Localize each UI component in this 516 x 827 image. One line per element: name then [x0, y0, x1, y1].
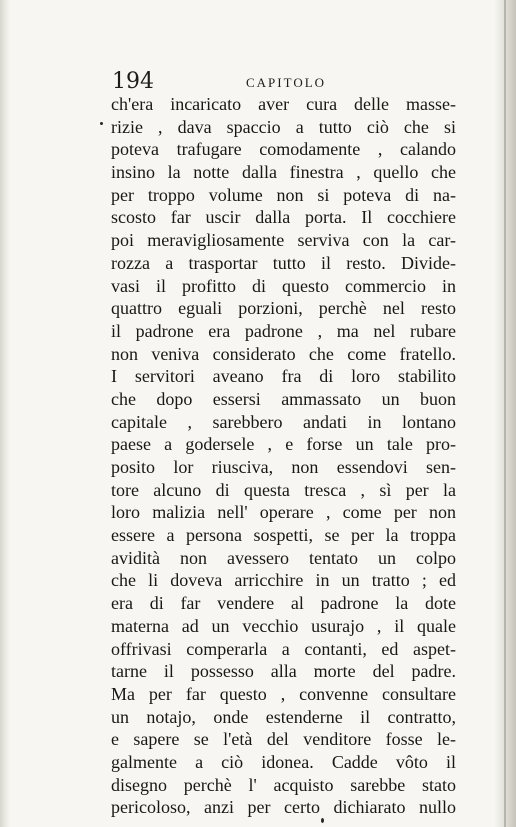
text-line: tarne il possesso alla morte del padre.	[111, 661, 456, 682]
text-line: pericoloso, anzi per certo dichiarato nullo	[111, 797, 456, 818]
text-line: I servitori aveano fra di loro stabilito	[111, 366, 456, 387]
ink-speck	[100, 122, 103, 125]
text-line: un notajo, onde estenderne il contratto,	[111, 706, 456, 727]
text-line: poi meravigliosamente serviva con la car-	[111, 230, 456, 251]
text-line: galmente a ciò idonea. Cadde vôto il	[111, 751, 456, 772]
text-line: tore alcuno di questa tresca , sì per la	[111, 479, 456, 500]
text-line: essere a persona sospetti, se per la troppa	[111, 525, 456, 546]
body-text	[111, 93, 456, 819]
text-line: poteva trafugare comodamente , calando	[111, 139, 456, 160]
text-line: il padrone era padrone , ma nel rubare	[111, 320, 456, 341]
text-line: offrivasi comperarla a contanti, ed aspet-	[111, 638, 456, 659]
running-head: CAPITOLO	[246, 75, 327, 90]
text-line: Ma per far questo , convenne consultare	[111, 683, 456, 704]
text-line: disegno perchè l' acquisto sarebbe stato	[111, 774, 456, 795]
text-line: non veniva considerato che come fratello.	[111, 343, 456, 364]
page-left-edge	[0, 0, 10, 827]
page-header	[112, 70, 452, 94]
text-line: insino la notte dalla finestra , quello che	[111, 162, 456, 183]
text-line: vasi il profitto di questo commercio in	[111, 275, 456, 296]
text-line: per troppo volume non si poteva di na-	[111, 184, 456, 205]
text-line: loro malizia nell' operare , come per non	[111, 502, 456, 523]
text-line: posito lor riusciva, non essendovi sen-	[111, 457, 456, 477]
text-line: che dopo essersi ammassato un buon	[111, 388, 456, 409]
page-number: 194	[112, 69, 154, 94]
text-line: che li doveva arricchire in un tratto ; ed	[111, 570, 456, 591]
text-line: ch'era incaricato aver cura delle masse-	[111, 94, 456, 114]
text-line: materna ad un vecchio usurajo , il quale	[111, 615, 456, 636]
text-line: rozza a trasportar tutto il resto. Divide-	[111, 252, 456, 273]
text-line: era di far vendere al padrone la dote	[111, 593, 456, 614]
text-line: e sapere se l'età del venditore fosse le-	[111, 729, 456, 750]
text-line: paese a godersele , e forse un tale pro-	[111, 434, 456, 455]
ink-speck	[321, 818, 324, 823]
text-line: avidità non avessero tentato un colpo	[111, 547, 456, 568]
text-line: capitale , sarebbero andati in lontano	[111, 411, 456, 432]
page-gutter-line	[504, 0, 506, 827]
text-line: scosto far uscir dalla porta. Il cocchiere	[111, 207, 456, 228]
text-line: rizie , dava spaccio a tutto ciò che si	[111, 116, 456, 137]
text-line: quattro eguali porzioni, perchè nel resto	[111, 298, 456, 319]
